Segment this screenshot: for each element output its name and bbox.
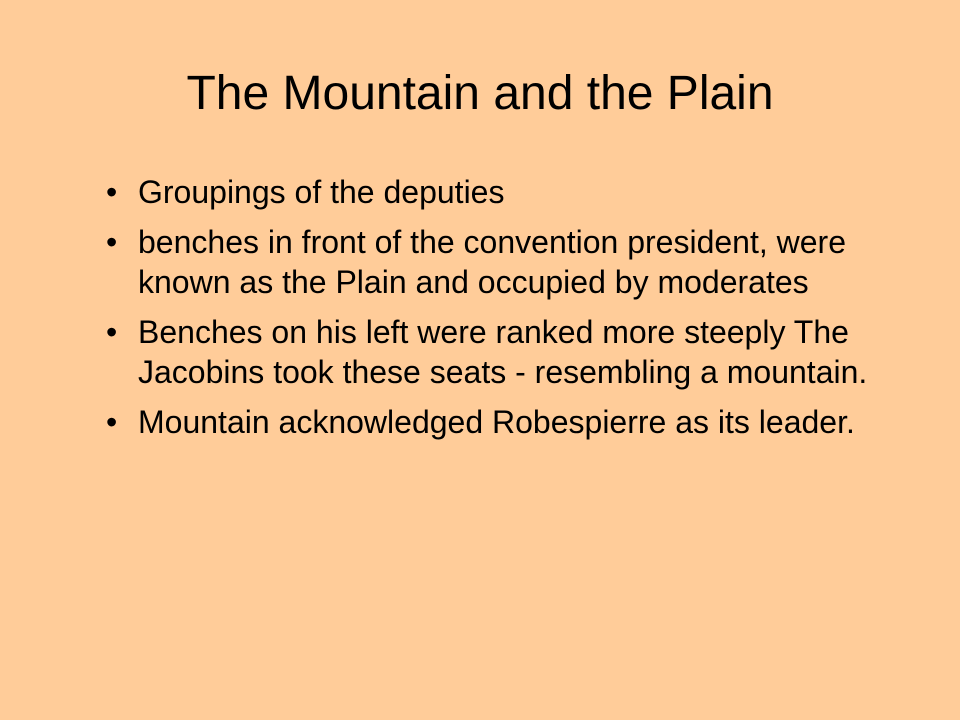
bullet-text: benches in front of the convention president, were known as the Plain and occupied by moderates [138,224,846,300]
bullet-text: Groupings of the deputies [138,174,505,210]
bullet-text: Mountain acknowledged Robespierre as its leader. [138,404,855,440]
bullet-item [100,402,900,442]
bullet-icon: • [106,404,118,440]
bullet-icon: • [106,174,118,210]
bullet-list [100,172,900,452]
bullet-icon: • [106,314,118,350]
bullet-item [100,172,900,212]
bullet-icon: • [106,224,118,260]
bullet-item [100,312,900,392]
bullet-text: Benches on his left were ranked more steeply The Jacobins took these seats - resembling a mountain. [138,314,868,390]
bullet-item [100,222,900,302]
slide-title: The Mountain and the Plain [186,67,774,120]
